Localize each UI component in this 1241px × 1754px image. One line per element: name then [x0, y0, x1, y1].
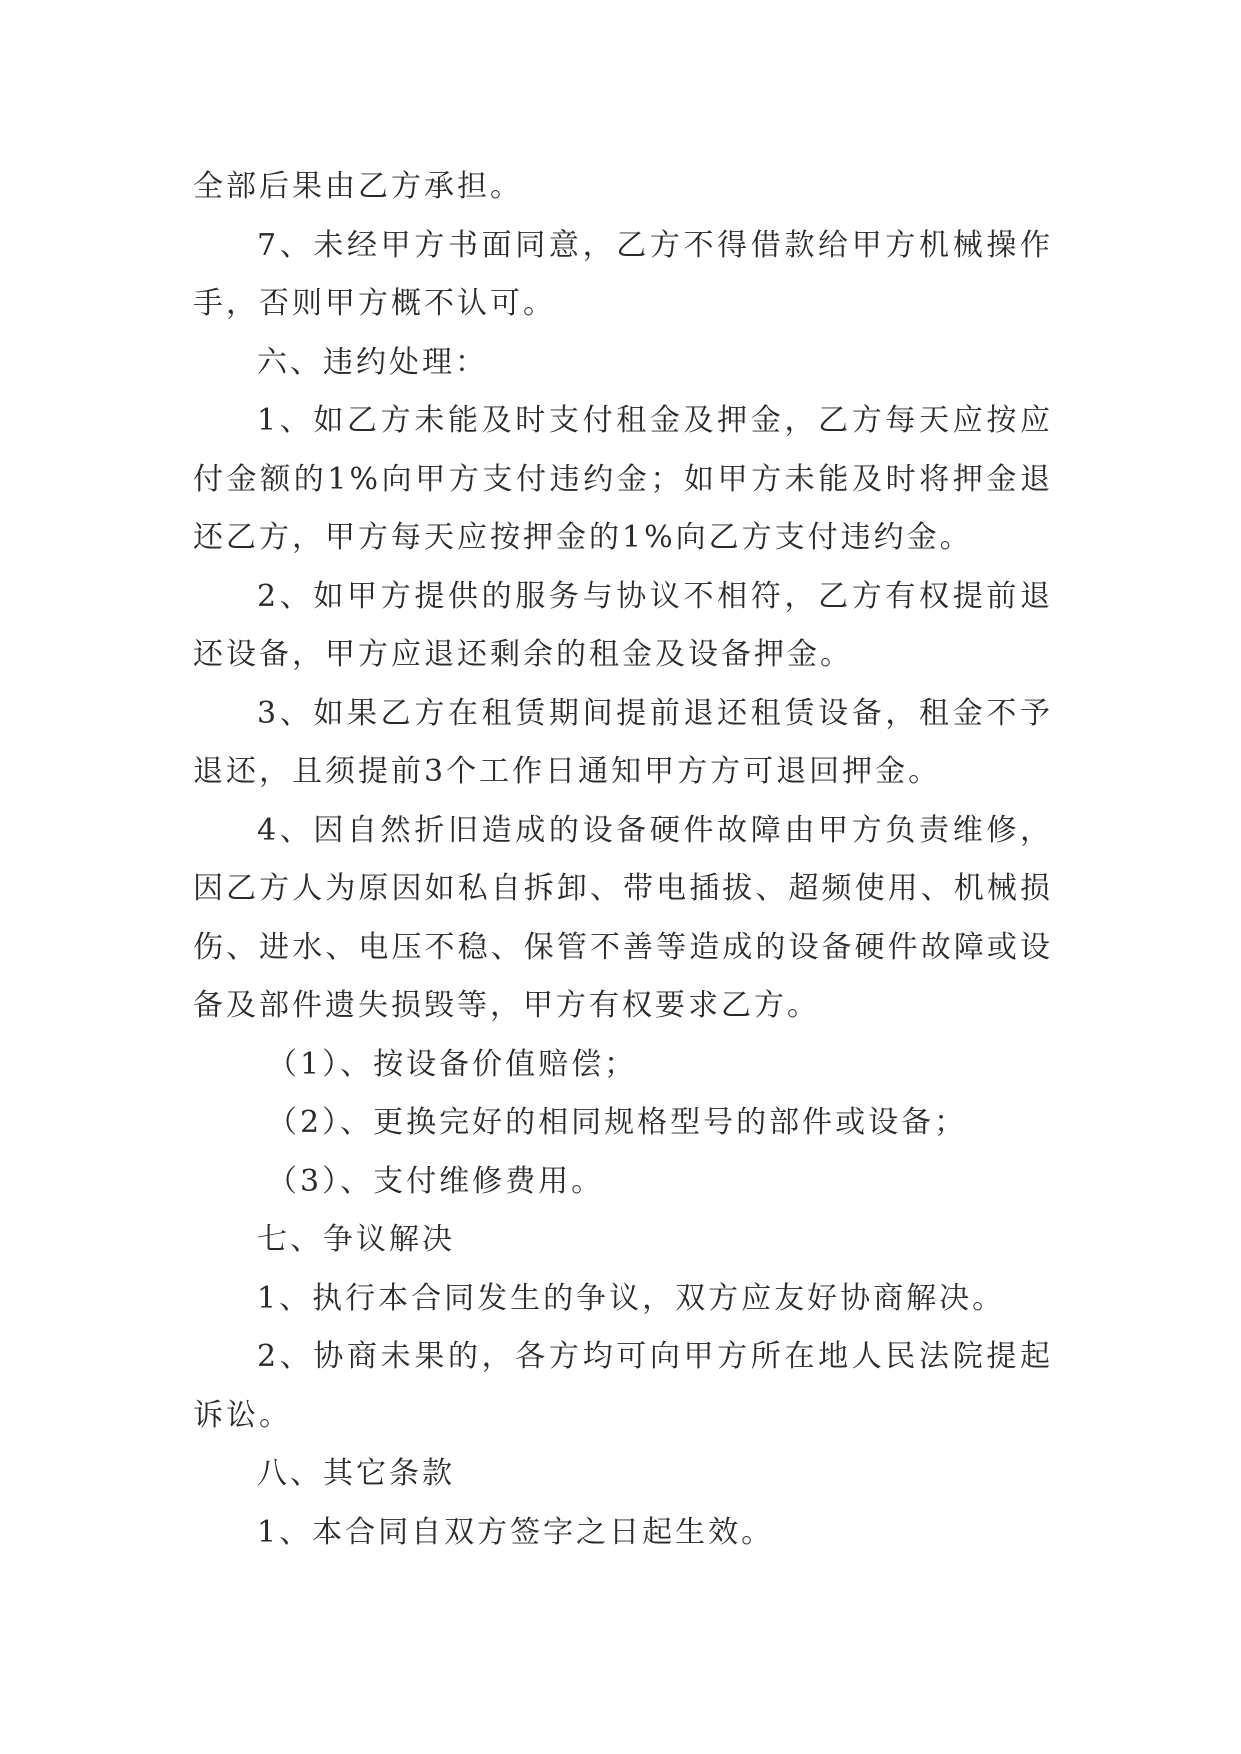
sub-item-1: （1）、按设备价值赔偿；	[267, 1046, 638, 1082]
paragraph-dispute-2: 2、协商未果的，各方均可向甲方所在地人民法院提起诉讼。	[193, 1339, 1053, 1433]
paragraph-other-1: 1、本合同自双方签字之日起生效。	[257, 1514, 775, 1550]
paragraph-dispute-1: 1、执行本合同发生的争议，双方应友好协商解决。	[257, 1280, 1006, 1316]
section-heading-dispute: 七、争议解决	[257, 1222, 455, 1257]
paragraph-breach-1: 1、如乙方未能及时支付租金及押金，乙方每天应按应付金额的1%向甲方支付违约金；如甲方未能及时将押金退还乙方，甲方每天应按押金的1%向乙方支付违约金。	[193, 403, 1053, 555]
section-heading-breach: 六、违约处理：	[257, 344, 488, 380]
document-body	[193, 158, 1053, 1562]
sub-item-3: （3）、支付维修费用。	[267, 1163, 605, 1199]
paragraph-breach-3: 3、如果乙方在租赁期间提前退还租赁设备，租金不予退还，且须提前3个工作日通知甲方方可退回押金。	[193, 695, 1053, 789]
section-heading-other-terms: 八、其它条款	[257, 1456, 455, 1491]
paragraph-clause-7-no-loans: 7、未经甲方书面同意，乙方不得借款给甲方机械操作手，否则甲方概不认可。	[193, 227, 1053, 321]
paragraph-breach-2: 2、如甲方提供的服务与协议不相符，乙方有权提前退还设备，甲方应退还剩余的租金及设备押金。	[193, 578, 1053, 672]
paragraph-breach-4: 4、因自然折旧造成的设备硬件故障由甲方负责维修，因乙方人为原因如私自拆卸、带电插拔、超频使用、机械损伤、进水、电压不稳、保管不善等造成的设备硬件故障或设备及部件遗失损毁等，甲方有权要求乙方。	[193, 812, 1053, 1023]
paragraph-consequence-end: 全部后果由乙方承担。	[193, 169, 523, 204]
sub-item-2: （2）、更换完好的相同规格型号的部件或设备；	[267, 1105, 968, 1140]
